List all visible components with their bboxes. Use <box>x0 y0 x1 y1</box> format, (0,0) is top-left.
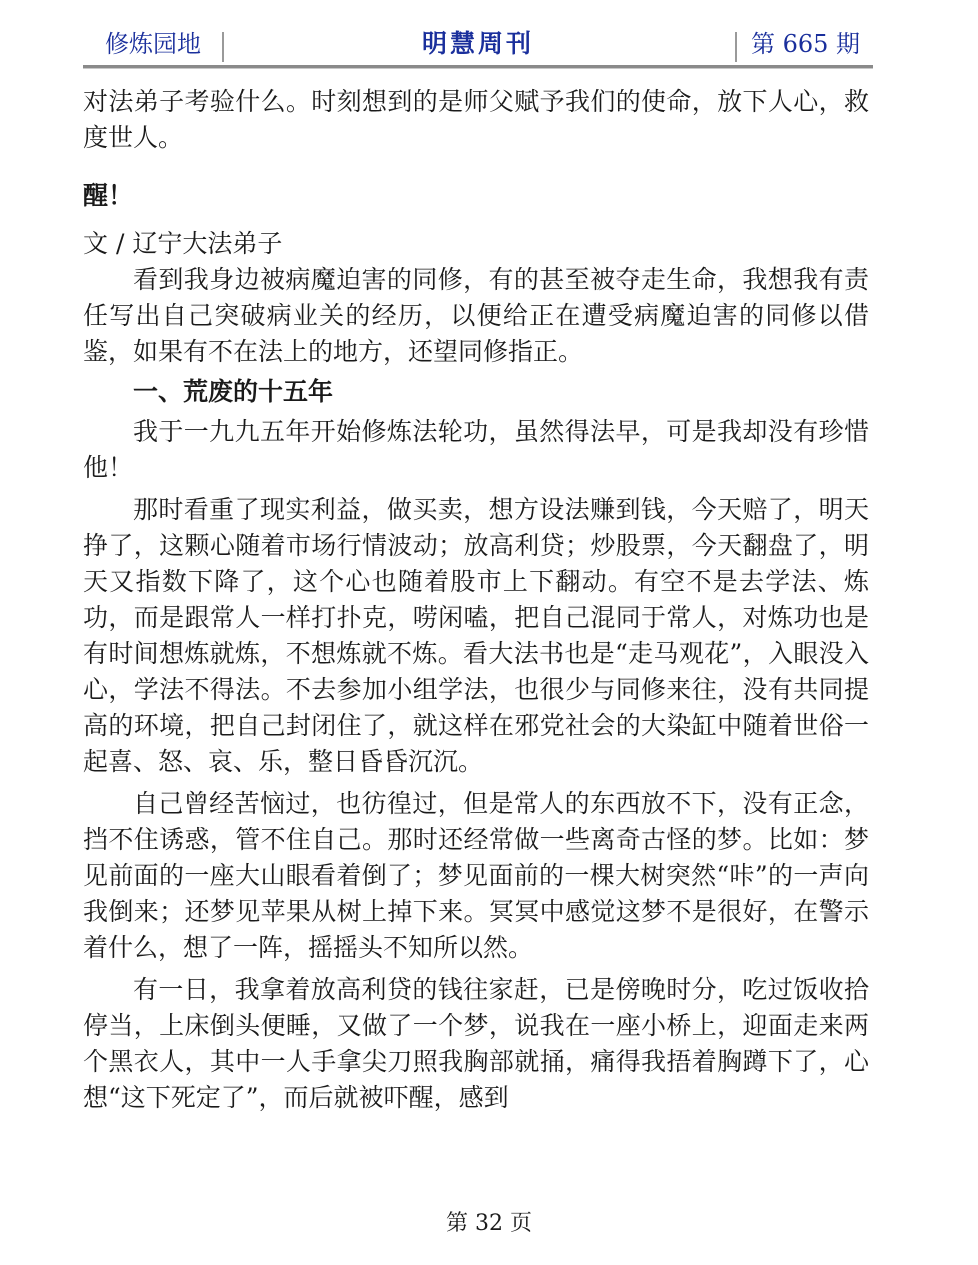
page-number: 第 32 页 <box>446 1211 532 1236</box>
paragraph: 我于一九九五年开始修炼法轮功，虽然得法早，可是我却没有珍惜他！ <box>83 417 869 482</box>
page-header <box>83 24 873 68</box>
section-name: 修炼园地 <box>105 30 201 58</box>
article-title: 醒！ <box>83 181 134 210</box>
article-byline: 文 / 辽宁大法弟子 <box>83 229 283 258</box>
issue-number: 第 665 期 <box>750 30 861 58</box>
intro-continuation: 对法弟子考验什么。时刻想到的是师父赋予我们的使命，放下人心，救度世人。 <box>83 87 869 152</box>
article-body <box>83 84 869 1116</box>
section-heading: 一、荒废的十五年 <box>133 377 334 406</box>
paragraph: 自己曾经苦恼过，也彷徨过，但是常人的东西放不下，没有正念，挡不住诱惑，管不住自己。那时还经常做一些离奇古怪的梦。比如：梦见前面的一座大山眼看着倒了；梦见面前的一棵大树突然“咔”的一声向我倒来；还梦见苹果从树上掉下来。冥冥中感觉这梦不是很好，在警示着什么，想了一阵，摇摇头不知所以然。 <box>83 789 869 962</box>
publication-title: 明慧周刊 <box>421 29 534 58</box>
paragraph: 那时看重了现实利益，做买卖，想方设法赚到钱，今天赔了，明天挣了，这颗心随着市场行情波动；放高利贷；炒股票，今天翻盘了，明天又指数下降了，这个心也随着股市上下翻动。有空不是去学法、炼功，而是跟常人一样打扑克，唠闲嗑，把自己混同于常人，对炼功也是有时间想炼就炼，不想炼就不炼。看大法书也是“走马观花”，入眼没入心，学法不得法。不去参加小组学法，也很少与同修来往，没有共同提高的环境，把自己封闭住了，就这样在邪党社会的大染缸中随着世俗一起喜、怒、哀、乐，整日昏昏沉沉。 <box>83 495 869 776</box>
paragraph: 有一日，我拿着放高利贷的钱往家赶，已是傍晚时分，吃过饭收拾停当，上床倒头便睡，又做了一个梦，说我在一座小桥上，迎面走来两个黑衣人，其中一人手拿尖刀照我胸部就捅，痛得我捂着胸蹲下了，心想“这下死定了”，而后就被吓醒，感到 <box>83 975 869 1112</box>
header-divider-right <box>735 32 737 62</box>
paragraph: 看到我身边被病魔迫害的同修，有的甚至被夺走生命，我想我有责任写出自己突破病业关的经历，以便给正在遭受病魔迫害的同修以借鉴，如果有不在法上的地方，还望同修指正。 <box>83 265 869 366</box>
header-rule <box>83 65 873 69</box>
